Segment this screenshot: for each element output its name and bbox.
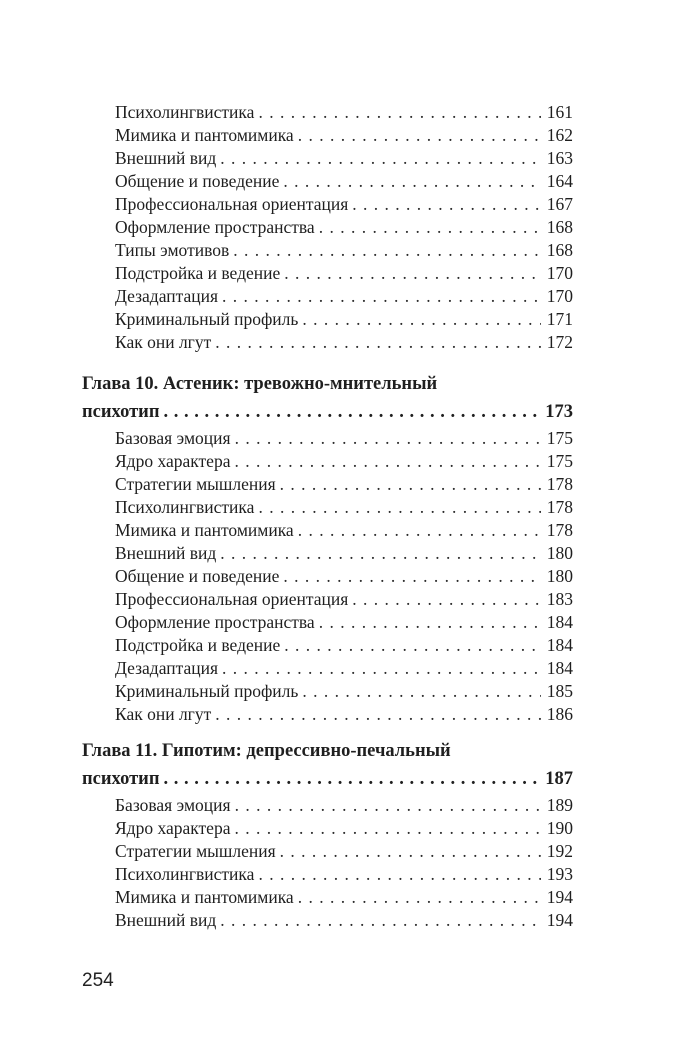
dot-leader: [220, 542, 540, 565]
chapter-title-continuation: психотип: [82, 769, 160, 789]
dot-leader: [283, 170, 540, 193]
dot-leader: [222, 285, 541, 308]
dot-leader: [302, 680, 540, 703]
toc-entry-label: Криминальный профиль: [115, 309, 299, 329]
dot-leader: [352, 588, 540, 611]
toc-entry-label: Мимика и пантомимика: [115, 125, 294, 145]
toc-entry: [115, 147, 573, 170]
toc-entry-label: Ядро характера: [115, 818, 231, 838]
toc-entry-label: Мимика и пантомимика: [115, 887, 294, 907]
page-number: 254: [82, 970, 114, 991]
toc-entry: [115, 794, 573, 817]
toc-entry-page: 170: [546, 286, 573, 306]
toc-entry: [115, 817, 573, 840]
toc-entry-page: 178: [546, 474, 573, 494]
toc-entry-label: Базовая эмоция: [115, 428, 231, 448]
toc-entry-label: Оформление пространства: [115, 217, 315, 237]
toc-entry-page: 168: [546, 217, 573, 237]
chapter-title: Глава 11. Гипотим: депрессивно-печальный: [82, 741, 451, 761]
toc-entry-label: Стратегии мышления: [115, 841, 276, 861]
dot-leader: [234, 450, 540, 473]
toc-entry: [115, 909, 573, 932]
toc-entry: [115, 170, 573, 193]
dot-leader: [235, 427, 541, 450]
chapter-title-line2: [82, 765, 573, 793]
toc-entry-page: 175: [546, 451, 573, 471]
toc-entry-label: Дезадаптация: [115, 286, 219, 306]
dot-leader: [280, 473, 541, 496]
dot-leader: [283, 565, 540, 588]
toc-entry: [115, 496, 573, 519]
toc-entry: [115, 331, 573, 354]
toc-entry-page: 168: [546, 240, 573, 260]
toc-entry-label: Криминальный профиль: [115, 681, 299, 701]
chapter-page: 187: [545, 769, 573, 789]
toc-entry-label: Внешний вид: [115, 543, 217, 563]
chapter-title-line2: [82, 398, 573, 426]
toc-entry-page: 175: [546, 428, 573, 448]
toc-entry: [115, 450, 573, 473]
toc-entry-label: Психолингвистика: [115, 102, 255, 122]
toc-entry: [115, 124, 573, 147]
toc-entry-label: Как они лгут: [115, 704, 212, 724]
toc-entry-page: 180: [546, 566, 573, 586]
dot-leader: [284, 262, 540, 285]
toc-entry-label: Ядро характера: [115, 451, 231, 471]
toc-entry-label: Оформление пространства: [115, 612, 315, 632]
dot-leader: [298, 519, 541, 542]
toc-entry: [115, 703, 573, 726]
toc-entry: [115, 840, 573, 863]
dot-leader: [222, 657, 541, 680]
dot-leader: [233, 239, 541, 262]
toc-entry-page: 194: [546, 910, 573, 930]
dot-leader: [302, 308, 540, 331]
dot-leader: [284, 634, 540, 657]
toc-entry: [115, 565, 573, 588]
dot-leader: [234, 817, 540, 840]
toc-entry-label: Психолингвистика: [115, 497, 255, 517]
toc-entry-page: 183: [546, 589, 573, 609]
dot-leader: [220, 147, 540, 170]
toc-entry: [115, 680, 573, 703]
chapter-page: 173: [545, 402, 573, 422]
dot-leader: [352, 193, 540, 216]
toc-entry: [115, 193, 573, 216]
toc-entry: [115, 473, 573, 496]
chapter-heading: [82, 737, 573, 793]
toc-entry-label: Психолингвистика: [115, 864, 255, 884]
toc-entry-page: 162: [546, 125, 573, 145]
toc-entry-label: Как они лгут: [115, 332, 212, 352]
toc-entry-page: 185: [546, 681, 573, 701]
toc-entry: [115, 863, 573, 886]
toc-entry: [115, 611, 573, 634]
dot-leader: [298, 886, 541, 909]
dot-leader: [235, 794, 541, 817]
toc-entry: [115, 101, 573, 124]
toc-entry: [115, 285, 573, 308]
toc-entry-page: 192: [546, 841, 573, 861]
toc-entry: [115, 657, 573, 680]
chapter-title: Глава 10. Астеник: тревожно-мнительный: [82, 374, 438, 394]
dot-leader: [215, 331, 541, 354]
toc-entry-page: 184: [546, 612, 573, 632]
toc-entry-page: 164: [546, 171, 573, 191]
toc-entry-page: 170: [546, 263, 573, 283]
toc-entry: [115, 588, 573, 611]
dot-leader: [258, 101, 540, 124]
dot-leader: [319, 216, 541, 239]
toc-entry: [115, 427, 573, 450]
toc-entry-page: 172: [546, 332, 573, 352]
toc-entry-page: 190: [546, 818, 573, 838]
toc-entry-label: Подстройка и ведение: [115, 263, 281, 283]
toc-entry-page: 161: [546, 102, 573, 122]
toc-entry-label: Внешний вид: [115, 148, 217, 168]
toc-entry-label: Подстройка и ведение: [115, 635, 281, 655]
toc-entry-page: 171: [546, 309, 573, 329]
toc-entry-label: Общение и поведение: [115, 566, 280, 586]
chapter-heading: [82, 370, 573, 426]
toc-entry-page: 189: [546, 795, 573, 815]
toc-entry: [115, 262, 573, 285]
toc-entry-page: 184: [546, 658, 573, 678]
dot-leader: [298, 124, 541, 147]
toc-entry: [115, 519, 573, 542]
toc-entry: [115, 634, 573, 657]
chapter-title-continuation: психотип: [82, 402, 160, 422]
toc-entry-label: Дезадаптация: [115, 658, 219, 678]
toc-entry: [115, 886, 573, 909]
toc-entry-label: Базовая эмоция: [115, 795, 231, 815]
toc-entry-label: Профессиональная ориентация: [115, 194, 349, 214]
dot-leader: [319, 611, 541, 634]
dot-leader: [220, 909, 540, 932]
toc-entry: [115, 542, 573, 565]
toc-entry-label: Мимика и пантомимика: [115, 520, 294, 540]
toc-entry-page: 194: [546, 887, 573, 907]
toc-entry-page: 178: [546, 497, 573, 517]
dot-leader: [215, 703, 541, 726]
toc-entry-page: 163: [546, 148, 573, 168]
toc-entry-label: Общение и поведение: [115, 171, 280, 191]
toc-entry: [115, 308, 573, 331]
toc-entry-page: 180: [546, 543, 573, 563]
dot-leader: [164, 765, 542, 793]
toc-entry: [115, 239, 573, 262]
dot-leader: [258, 863, 540, 886]
toc-entry-page: 167: [546, 194, 573, 214]
toc-entry-page: 178: [546, 520, 573, 540]
toc-entry: [115, 216, 573, 239]
dot-leader: [164, 398, 542, 426]
toc-entry-label: Типы эмотивов: [115, 240, 230, 260]
toc-entry-page: 186: [546, 704, 573, 724]
toc-entry-label: Стратегии мышления: [115, 474, 276, 494]
toc-entry-label: Внешний вид: [115, 910, 217, 930]
dot-leader: [258, 496, 540, 519]
toc-entry-page: 184: [546, 635, 573, 655]
toc-entry-label: Профессиональная ориентация: [115, 589, 349, 609]
dot-leader: [280, 840, 541, 863]
toc-entry-page: 193: [546, 864, 573, 884]
